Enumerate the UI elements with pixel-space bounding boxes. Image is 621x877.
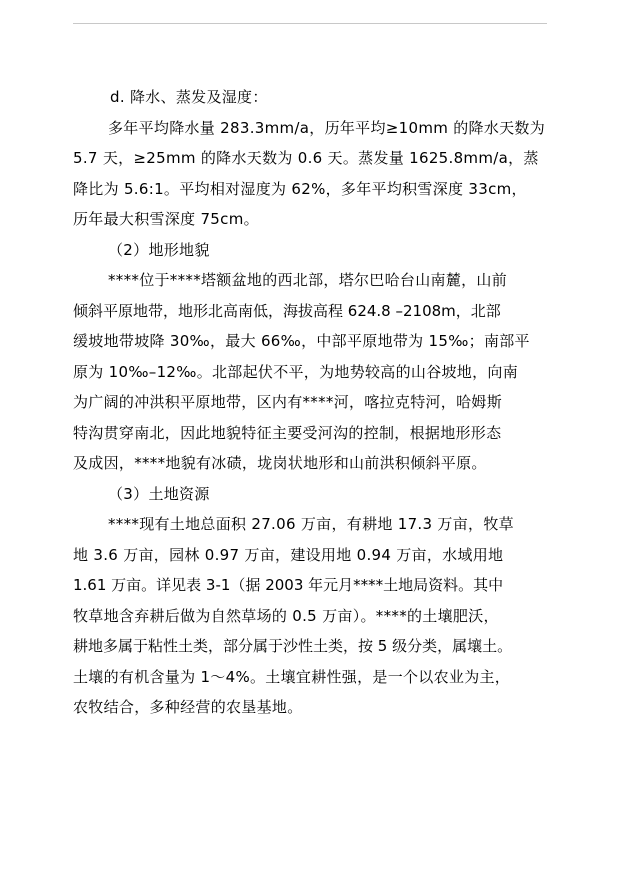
- header-rule: [73, 23, 547, 24]
- paragraph-line: 为广阔的冲洪积平原地带，区内有****河，喀拉克特河，哈姆斯: [73, 393, 503, 411]
- section-heading-land-resources: （3）土地资源: [108, 484, 210, 503]
- paragraph-line: ****位于****塔额盆地的西北部，塔尔巴哈台山南麓，山前: [108, 271, 508, 289]
- paragraph-line: 倾斜平原地带，地形北高南低，海拔高程 624.8 –2108m，北部: [73, 301, 501, 320]
- paragraph-line: 1.61 万亩。详见表 3-1（据 2003 年元月****土地局资料。其中: [73, 576, 504, 594]
- paragraph-line: 牧草地含弃耕后做为自然草场的 0.5 万亩）。****的土壤肥沃，: [73, 606, 499, 625]
- paragraph-line: ****现有土地总面积 27.06 万亩，有耕地 17.3 万亩，牧草: [108, 515, 514, 533]
- paragraph-line: 耕地多属于粘性土类，部分属于沙性土类，按 5 级分类，属壤土。: [73, 637, 513, 655]
- paragraph-line: 降比为 5.6:1。平均相对湿度为 62%，多年平均积雪深度 33cm，: [73, 179, 527, 198]
- section-heading-terrain: （2）地形地貌: [108, 240, 210, 259]
- paragraph-line: 土壤的有机含量为 1～4%。土壤宜耕性强，是一个以农业为主，: [73, 667, 511, 686]
- paragraph-line: 多年平均降水量 283.3mm/a，历年平均≥10mm 的降水天数为: [108, 118, 546, 137]
- paragraph-line: 缓坡地带坡降 30‰，最大 66‰，中部平原地带为 15‰；南部平: [73, 332, 530, 350]
- paragraph-line: 及成因，****地貌有冰碛，垅岗状地形和山前洪积倾斜平原。: [73, 454, 487, 472]
- paragraph-line: 特沟贯穿南北，因此地貌特征主要受河沟的控制，根据地形形态: [73, 423, 502, 442]
- subsection-heading-precipitation: d. 降水、蒸发及湿度：: [110, 88, 268, 106]
- paragraph-line: 地 3.6 万亩，园林 0.97 万亩，建设用地 0.94 万亩，水域用地: [73, 545, 504, 564]
- document-body: [73, 82, 549, 723]
- paragraph-line: 历年最大积雪深度 75cm。: [73, 210, 259, 228]
- paragraph-line: 农牧结合，多种经营的农垦基地。: [73, 698, 303, 716]
- paragraph-line: 原为 10‰–12‰。北部起伏不平，为地势较高的山谷坡地，向南: [73, 362, 518, 381]
- paragraph-line: 5.7 天，≥25mm 的降水天数为 0.6 天。蒸发量 1625.8mm/a，蒸: [73, 149, 539, 167]
